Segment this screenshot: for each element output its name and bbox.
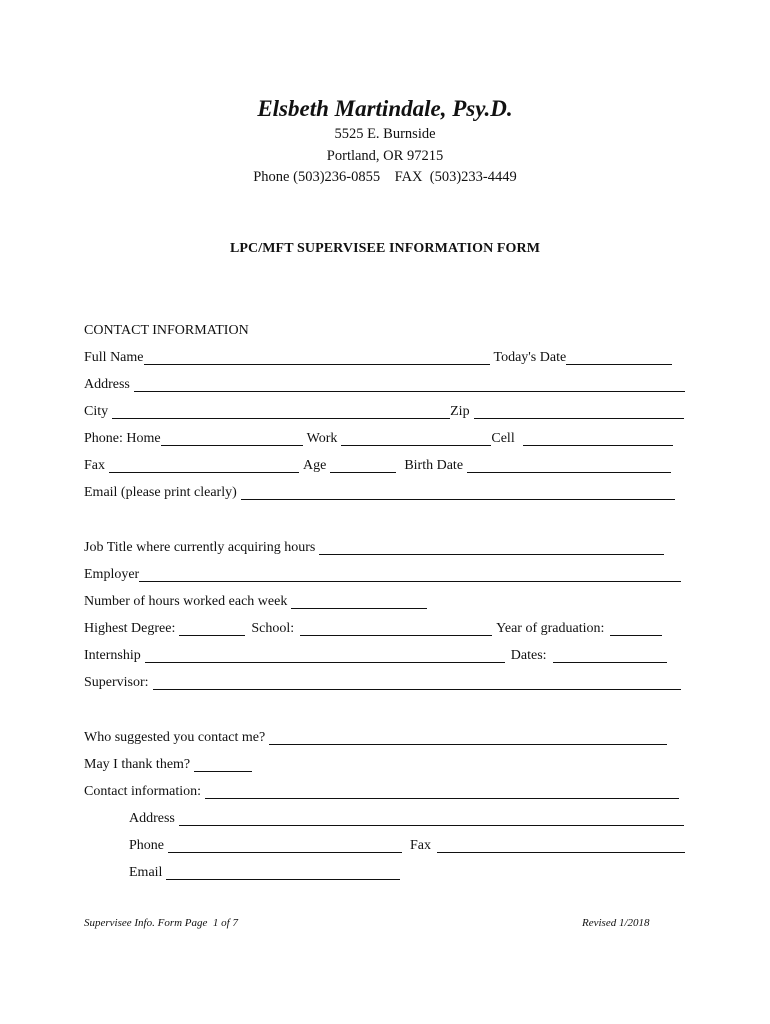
employer-field[interactable] <box>139 568 681 582</box>
who-suggested-label: Who suggested you contact me? <box>84 730 266 745</box>
hours-label: Number of hours worked each week <box>84 594 288 609</box>
ref-address-label: Address <box>129 811 175 826</box>
city-zip-row <box>84 403 684 421</box>
supervisor-row <box>84 674 681 692</box>
birth-date-label: Birth Date <box>404 458 464 473</box>
job-title-field[interactable] <box>319 541 664 555</box>
age-field[interactable] <box>330 459 396 473</box>
contact-info-field[interactable] <box>205 785 679 799</box>
employer-row <box>84 566 681 584</box>
footer-page-info: Supervisee Info. Form Page 1 of 7 <box>84 917 238 929</box>
who-suggested-row <box>84 729 667 747</box>
zip-label: Zip <box>450 404 470 419</box>
supervisor-label: Supervisor: <box>84 675 149 690</box>
email-field[interactable] <box>241 486 675 500</box>
address-line-2: Portland, OR 97215 <box>326 148 444 164</box>
job-title-label: Job Title where currently acquiring hours <box>84 540 316 555</box>
may-thank-field[interactable] <box>194 758 252 772</box>
internship-label: Internship <box>84 648 141 663</box>
supervisor-field[interactable] <box>153 676 681 690</box>
phone-home-field[interactable] <box>161 432 303 446</box>
full-name-row <box>84 349 672 367</box>
internship-row <box>84 647 667 665</box>
work-label: Work <box>306 431 338 446</box>
age-label: Age <box>303 458 327 473</box>
may-thank-label: May I thank them? <box>84 757 191 772</box>
dates-field[interactable] <box>553 649 667 663</box>
todays-date-field[interactable] <box>566 351 672 365</box>
highest-degree-field[interactable] <box>179 622 245 636</box>
ref-fax-label: Fax <box>410 838 431 853</box>
phone-home-label: Phone: Home <box>84 431 161 446</box>
fax-age-birth-row <box>84 457 671 475</box>
ref-email-field[interactable] <box>166 866 400 880</box>
ref-email-row <box>129 864 400 882</box>
who-suggested-field[interactable] <box>269 731 667 745</box>
ref-phone-label: Phone <box>129 838 164 853</box>
ref-phone-field[interactable] <box>168 839 402 853</box>
ref-address-row <box>129 810 684 828</box>
contact-info-label: Contact information: <box>84 784 202 799</box>
cell-label: Cell <box>491 431 515 446</box>
email-label: Email (please print clearly) <box>84 485 237 500</box>
fax-field[interactable] <box>109 459 299 473</box>
form-title: LPC/MFT SUPERVISEE INFORMATION FORM <box>229 241 541 256</box>
hours-row <box>84 593 427 611</box>
ref-fax-field[interactable] <box>437 839 685 853</box>
phone-fax-line: Phone (503)236-0855 FAX (503)233-4449 <box>253 169 517 185</box>
school-field[interactable] <box>300 622 492 636</box>
phone-row <box>84 430 673 448</box>
dates-label: Dates: <box>510 648 547 663</box>
job-title-row <box>84 539 664 557</box>
cell-phone-field[interactable] <box>523 432 673 446</box>
highest-degree-label: Highest Degree: <box>84 621 176 636</box>
zip-field[interactable] <box>474 405 684 419</box>
employer-label: Employer <box>84 567 140 582</box>
may-thank-row <box>84 756 252 774</box>
full-name-label: Full Name <box>84 350 144 365</box>
address-row <box>84 376 685 394</box>
birth-date-field[interactable] <box>467 459 671 473</box>
hours-field[interactable] <box>291 595 427 609</box>
ref-email-label: Email <box>129 865 163 880</box>
full-name-field[interactable] <box>144 351 490 365</box>
year-graduation-label: Year of graduation: <box>496 621 605 636</box>
city-field[interactable] <box>112 405 450 419</box>
contact-info-row <box>84 783 679 801</box>
address-field[interactable] <box>134 378 685 392</box>
footer-revised: Revised 1/2018 <box>582 917 650 929</box>
email-row <box>84 484 675 502</box>
year-graduation-field[interactable] <box>610 622 662 636</box>
practitioner-name: Elsbeth Martindale, Psy.D. <box>257 96 513 121</box>
fax-label: Fax <box>84 458 105 473</box>
degree-row <box>84 620 662 638</box>
address-line-1: 5525 E. Burnside <box>334 126 436 142</box>
todays-date-label: Today's Date <box>493 350 567 365</box>
address-label: Address <box>84 377 130 392</box>
work-phone-field[interactable] <box>341 432 491 446</box>
ref-address-field[interactable] <box>179 812 684 826</box>
school-label: School: <box>251 621 295 636</box>
city-label: City <box>84 404 109 419</box>
ref-phone-fax-row <box>129 837 685 855</box>
section-contact-heading: CONTACT INFORMATION <box>84 323 249 338</box>
internship-field[interactable] <box>145 649 505 663</box>
